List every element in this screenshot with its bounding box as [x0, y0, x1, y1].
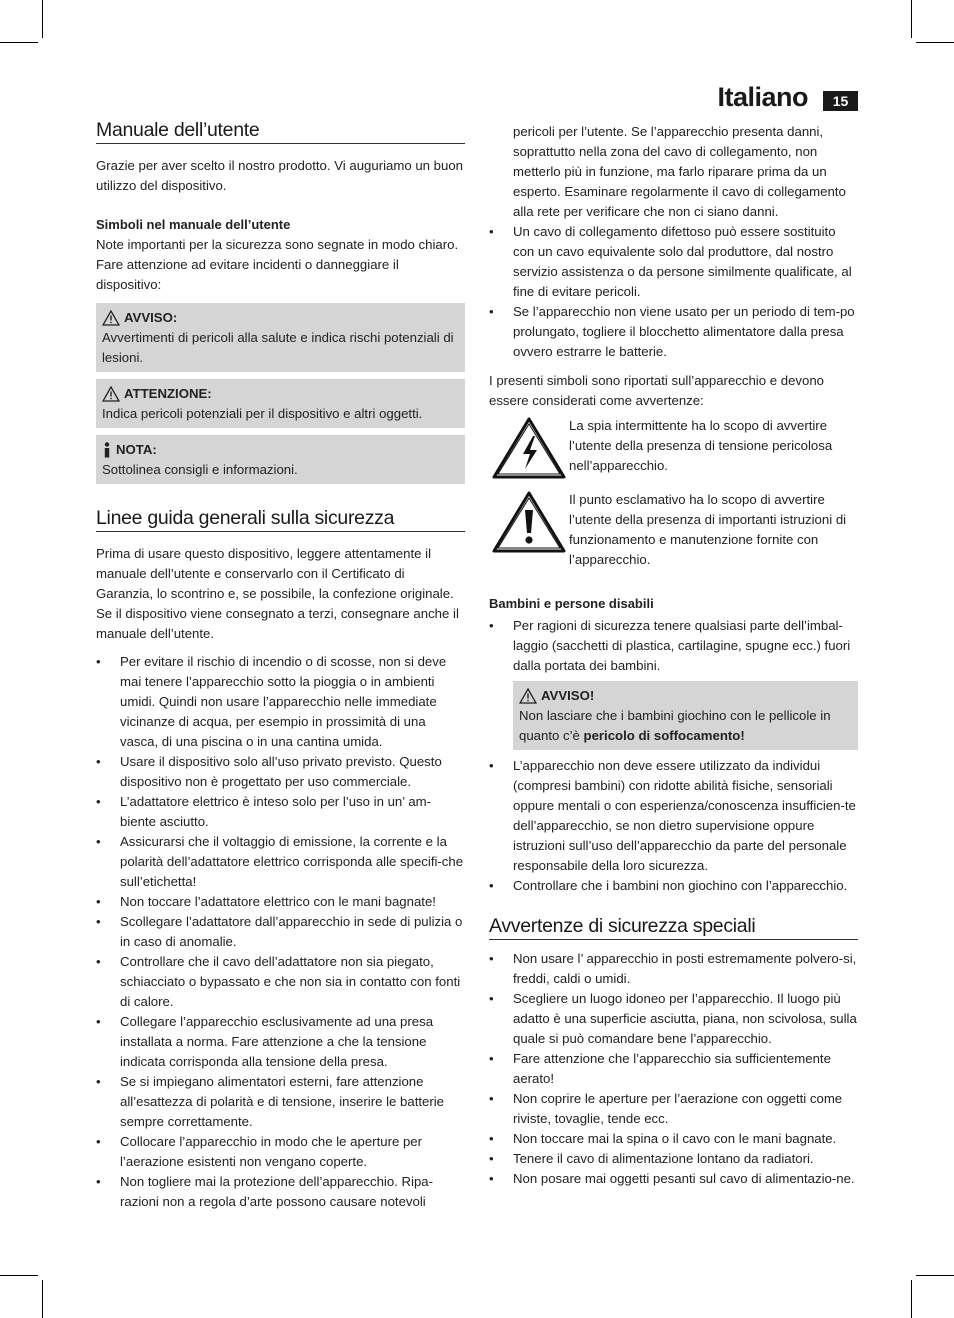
general-list — [96, 652, 465, 1212]
children-avviso-body: Non lasciare che i bambini giochino con le pellicole in quanto c’è — [519, 708, 831, 743]
nota-header — [102, 440, 459, 460]
list-item: • Per ragioni di sicurezza tenere qualsiasi parte dell’imbal-laggio (sacchetti di plastica, cartilagine, spugne ecc.) fuori dalla portata dei bambini. — [489, 616, 858, 676]
list-item-continued — [489, 122, 858, 222]
list-item: • L’apparecchio non deve essere utilizzato da individui (compresi bambini) con ridotte abilità fisiche, sensoriali oppure mentali o con esperienza/conoscenza insufficien-te dell’apparecchio, se non dietro supervisione oppure istruzioni sull’uso dell’apparecchio da parte del personale responsabile della loro sicurezza. — [489, 756, 858, 876]
list-item: • Non toccare l’adattatore elettrico con le mani bagnate! — [96, 892, 465, 912]
crop-mark — [42, 0, 43, 38]
exclamation-text: Il punto esclamativo ha lo scopo di avvertire l’utente della presenza di importanti istruzioni di funzionamento e manutenzione fornite con l’apparecchio. — [569, 492, 847, 567]
list-item: • Tenere il cavo di alimentazione lontano da radiatori. — [489, 1149, 858, 1169]
list-item: • Un cavo di collegamento difettoso può essere sostituito con un cavo equivalente solo dal produttore, dal nostro servizio assistenza o da persone similmente qualificate, al fine di evitare pericoli. — [489, 222, 858, 302]
nota-box — [96, 435, 465, 484]
avviso-text: Avvertimenti di pericoli alla salute e indica rischi potenziali di lesioni. — [102, 330, 454, 365]
lightning-warning-icon — [491, 416, 567, 480]
children-avviso-box — [513, 681, 858, 750]
left-column — [96, 120, 465, 1212]
lightning-symbol-row — [489, 416, 858, 480]
list-item: • Non usare l’ apparecchio in posti estremamente polvero-si, freddi, caldi o umidi. — [489, 949, 858, 989]
list-item: • Usare il dispositivo solo all’uso privato previsto. Questo dispositivo non è progettato per uso commerciale. — [96, 752, 465, 792]
crop-mark — [911, 0, 912, 38]
section-title-manual: Manuale dell’utente — [96, 120, 465, 144]
attenzione-label: ATTENZIONE: — [124, 386, 212, 401]
page-number: 15 — [823, 91, 858, 111]
list-item: • Non posare mai oggetti pesanti sul cavo di alimentazio-ne. — [489, 1169, 858, 1189]
list-item: • Non coprire le aperture per l’aerazione con oggetti come riviste, tovaglie, tende ecc. — [489, 1089, 858, 1129]
crop-mark — [0, 42, 38, 43]
list-item: • Non toccare mai la spina o il cavo con le mani bagnate. — [489, 1129, 858, 1149]
symbols-note: I presenti simboli sono riportati sull’apparecchio e devono essere considerati come avvertenze: — [489, 373, 824, 408]
lightning-text: La spia intermittente ha lo scopo di avvertire l’utente della presenza di tensione pericolosa nell’apparecchio. — [569, 418, 833, 473]
attenzione-header — [102, 384, 459, 404]
list-item: • Controllare che i bambini non giochino con l’apparecchio. — [489, 876, 858, 896]
avviso-header — [102, 308, 459, 328]
special-list — [489, 949, 858, 1189]
nota-label: NOTA: — [116, 442, 157, 457]
list-item: • Fare attenzione che l’apparecchio sia sufficientemente aerato! — [489, 1049, 858, 1089]
warning-triangle-icon — [102, 386, 120, 402]
nota-text: Sottolinea consigli e informazioni. — [102, 462, 298, 477]
crop-mark — [0, 1275, 38, 1276]
symbols-text: Note importanti per la sicurezza sono segnate in modo chiaro. Fare attenzione ad evitare incidenti o danneggiare il dispositivo: — [96, 237, 459, 292]
children-list-2 — [489, 756, 858, 896]
section-title-special: Avvertenze di sicurezza speciali — [489, 916, 858, 940]
list-item: • Scollegare l’adattatore dall’apparecchio in sede di pulizia o in caso di anomalie. — [96, 912, 465, 952]
list-item: • Scegliere un luogo idoneo per l’apparecchio. Il luogo più adatto è una superficie asciutta, piana, non scivolosa, sulla quale si può comandare bene l’apparecchio. — [489, 989, 858, 1049]
children-avviso-header — [519, 686, 852, 706]
list-item: • Non togliere mai la protezione dell’apparecchio. Ripa-razioni non a regola d’arte possono causare notevoli — [96, 1172, 465, 1212]
crop-mark — [916, 1275, 954, 1276]
crop-mark — [42, 1280, 43, 1318]
list-item: • Se si impiegano alimentatori esterni, fare attenzione all’esattezza di polarità e di tensione, inserire le batterie sempre correttamente. — [96, 1072, 465, 1132]
children-subtitle: Bambini e persone disabili — [489, 596, 654, 611]
warning-triangle-icon — [102, 310, 120, 326]
children-avviso-label: AVVISO! — [541, 688, 595, 703]
general-list-continued — [489, 122, 858, 362]
children-avviso-text — [519, 706, 852, 746]
exclamation-symbol-row — [489, 490, 858, 570]
exclamation-symbol — [489, 490, 569, 554]
attenzione-text: Indica pericoli potenziali per il dispositivo e altri oggetti. — [102, 406, 423, 421]
manual-intro: Grazie per aver scelto il nostro prodotto. Vi auguriamo un buon utilizzo del dispositivo. — [96, 158, 464, 193]
list-item: • Se l’apparecchio non viene usato per un periodo di tem-po prolungato, togliere il blocchetto alimentatore dalla presa ovvero estrarre le batterie. — [489, 302, 858, 362]
list-item: • Assicurarsi che il voltaggio di emissione, la corrente e la polarità dell’adattatore elettrico corrisponda alle specifi-che sull’etichetta! — [96, 832, 465, 892]
symbols-subtitle: Simboli nel manuale dell’utente — [96, 217, 291, 232]
general-intro: Prima di usare questo dispositivo, leggere attentamente il manuale dell’utente e conservarlo con il Certificato di Garanzia, lo scontrino e, se possibile, la confezione originale. Se il dispositivo viene consegnato a terzi, consegnare anche il manuale dell’utente. — [96, 546, 459, 641]
list-item: • Collocare l’apparecchio in modo che le aperture per l’aerazione esistenti non vengano coperte. — [96, 1132, 465, 1172]
attenzione-box — [96, 379, 465, 428]
avviso-box — [96, 303, 465, 372]
list-item: • Collegare l’apparecchio esclusivamente ad una presa installata a norma. Fare attenzione a che la tensione indicata corrisponda alla tensione della presa. — [96, 1012, 465, 1072]
avviso-label: AVVISO: — [124, 310, 178, 325]
list-item: • Per evitare il rischio di incendio o di scosse, non si deve mai tenere l’apparecchio sotto la pioggia o in ambienti umidi. Quindi non usare l’apparecchio nelle immediate vicinanze di acqua, per esempio in prossimità di una vasca, di una piscina o in una cantina umida. — [96, 652, 465, 752]
crop-mark — [916, 42, 954, 43]
right-column — [489, 122, 858, 1189]
children-avviso-emphasis: pericolo di soffocamento! — [583, 728, 745, 743]
list-item: • L’adattatore elettrico è inteso solo per l’uso in un’ am-biente asciutto. — [96, 792, 465, 832]
warning-triangle-icon — [519, 688, 537, 704]
lightning-symbol — [489, 416, 569, 480]
page-title: Italiano — [717, 82, 808, 112]
info-icon — [102, 442, 112, 458]
list-item: • Controllare che il cavo dell’adattatore non sia piegato, schiacciato o bypassato e che non sia in contatto con fonti di calore. — [96, 952, 465, 1012]
exclamation-warning-icon — [491, 490, 567, 554]
list-item-text: pericoli per l’utente. Se l’apparecchio presenta danni, soprattutto nella zona del cavo di collegamento, non metterlo più in funzione, ma farlo riparare prima da un esperto. Esaminare regolarmente il cavo di collegamento alla rete per verificare che non ci siano danni. — [513, 124, 846, 219]
children-list — [489, 616, 858, 676]
section-title-general: Linee guida generali sulla sicurezza — [96, 508, 465, 532]
crop-mark — [911, 1280, 912, 1318]
